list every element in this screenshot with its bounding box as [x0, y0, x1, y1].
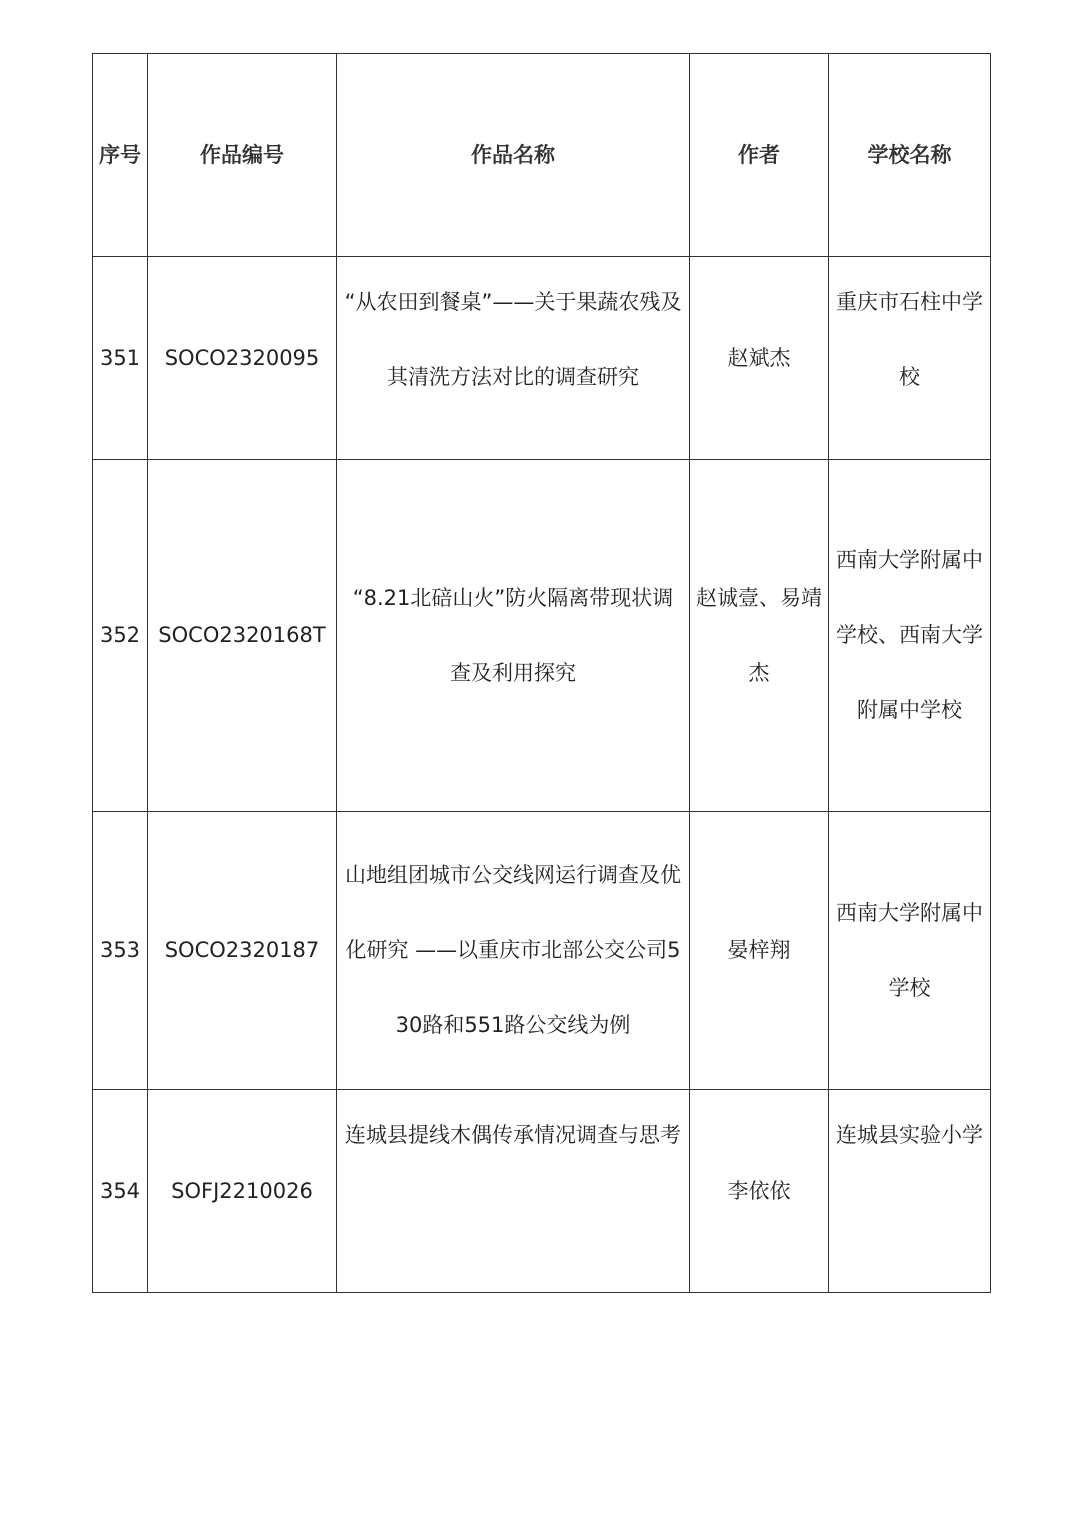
row-seq: 354 — [93, 1090, 148, 1293]
table-row — [93, 1090, 991, 1293]
row-title: “从农田到餐桌”——关于果蔬农残及其清洗方法对比的调查研究 — [337, 257, 690, 460]
header-seq: 序号 — [93, 54, 148, 257]
table-row — [93, 812, 991, 1090]
row-author: 赵诚壹、易靖杰 — [690, 460, 829, 812]
row-author: 晏梓翔 — [690, 812, 829, 1090]
row-title: 山地组团城市公交线网运行调查及优化研究 ——以重庆市北部公交公司530路和551路公交线为例 — [337, 812, 690, 1090]
header-author: 作者 — [690, 54, 829, 257]
header-title: 作品名称 — [337, 54, 690, 257]
row-author: 赵斌杰 — [690, 257, 829, 460]
table-row — [93, 460, 991, 812]
row-code: SOCO2320187 — [148, 812, 337, 1090]
table-header-row — [93, 54, 991, 257]
row-seq: 351 — [93, 257, 148, 460]
row-code: SOCO2320095 — [148, 257, 337, 460]
row-seq: 353 — [93, 812, 148, 1090]
table-row — [93, 257, 991, 460]
row-school: 重庆市石柱中学校 — [829, 257, 991, 460]
row-school: 连城县实验小学 — [829, 1090, 991, 1293]
row-title: 连城县提线木偶传承情况调查与思考 — [337, 1090, 690, 1293]
row-author: 李依依 — [690, 1090, 829, 1293]
row-code: SOFJ2210026 — [148, 1090, 337, 1293]
header-code: 作品编号 — [148, 54, 337, 257]
row-seq: 352 — [93, 460, 148, 812]
row-school: 西南大学附属中学校、西南大学附属中学校 — [829, 460, 991, 812]
award-table — [92, 53, 991, 1293]
row-school: 西南大学附属中学校 — [829, 812, 991, 1090]
row-title: “8.21北碚山火”防火隔离带现状调查及利用探究 — [337, 460, 690, 812]
header-school: 学校名称 — [829, 54, 991, 257]
row-code: SOCO2320168T — [148, 460, 337, 812]
